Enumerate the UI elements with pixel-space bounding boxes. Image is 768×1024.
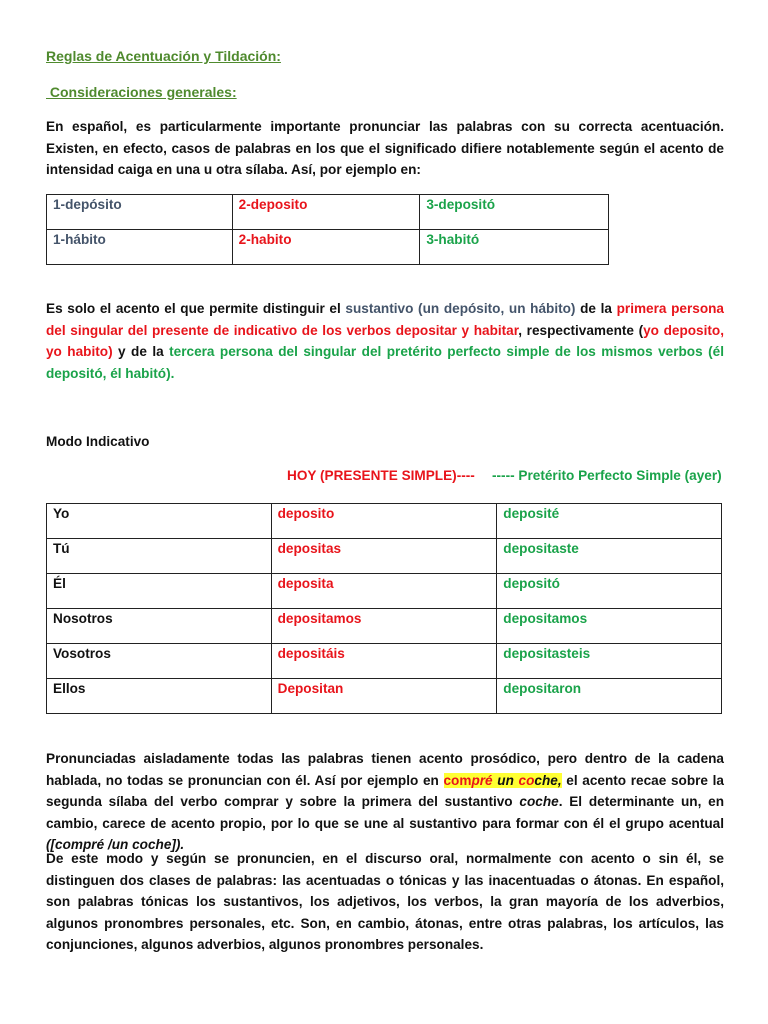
table-row (47, 574, 722, 609)
table-cell: depositasteis (497, 644, 722, 679)
text-run: tercera persona del singular del pretérito perfecto simple de los mismos verbos (él depositó, él habitó). (46, 344, 724, 381)
examples-table (46, 194, 609, 265)
table-cell: Tú (47, 539, 272, 574)
table-cell: depositas (271, 539, 497, 574)
text-run: pré (471, 772, 493, 788)
table-cell: depositamos (497, 609, 722, 644)
text-run: un (492, 772, 519, 788)
text-run: de la (575, 301, 617, 316)
preterite-header: ----- Pretérito Perfecto Simple (ayer) (492, 468, 722, 483)
text-run: primera persona del singular del presente de indicativo de los verbos depositar y habitar (46, 301, 724, 338)
table-row (47, 230, 609, 265)
text-run: ([compré /un coche]). (46, 837, 185, 852)
table-cell: Él (47, 574, 272, 609)
table-cell: depositaste (497, 539, 722, 574)
section-subtitle: Consideraciones generales: (46, 84, 237, 100)
table-cell: 2-deposito (232, 195, 420, 230)
table-cell: deposito (271, 504, 497, 539)
table-cell: depositó (497, 574, 722, 609)
highlighted-example (444, 773, 562, 788)
text-run: sustantivo (un depósito, un hábito) (345, 301, 576, 316)
table-cell: deposita (271, 574, 497, 609)
prosodic-accent-paragraph (46, 748, 724, 856)
document-title: Reglas de Acentuación y Tildación: (46, 48, 281, 64)
text-run: yo deposito, yo habito) (46, 322, 725, 359)
table-cell: 1-hábito (47, 230, 233, 265)
accent-explanation-paragraph (46, 298, 724, 384)
table-cell: 3-habitó (420, 230, 609, 265)
present-header: HOY (PRESENTE SIMPLE)---- (287, 468, 475, 483)
table-row (47, 504, 722, 539)
conjugation-table (46, 503, 722, 714)
word-classes-paragraph: De este modo y según se pronuncien, en el discurso oral, normalmente con acento o sin él, se distinguen dos clases de palabras: las acentuadas o tónicas y las inacentuadas o átonas. En español, son palabras tónicas los sustantivos, los adjetivos, los verbos, la gran mayoría de los adverbios, algunos pronombres personales, etc. Son, en cambio, átonas, entre otras palabras, los artículos, las conjunciones, algunos adverbios, algunos pronombres personales. (46, 851, 724, 952)
text-run: , respectivamente ( (518, 322, 644, 338)
table-cell: depositamos (271, 609, 497, 644)
table-cell: depositaron (497, 679, 722, 714)
table-cell: 1-depósito (47, 195, 233, 230)
table-cell: depositáis (271, 644, 497, 679)
table-cell: 3-depositó (420, 195, 609, 230)
table-cell: deposité (497, 504, 722, 539)
table-row (47, 539, 722, 574)
table-cell: Vosotros (47, 644, 272, 679)
intro-paragraph: En español, es particularmente importante pronunciar las palabras con su correcta acentuación. Existen, en efecto, casos de palabras en los que el significado difiere notablemente según el acento de intensidad caiga en una u otra sílaba. Así, por ejemplo en: (46, 119, 724, 177)
text-run: y de la (112, 344, 170, 359)
text-run: coche (519, 794, 559, 809)
table-cell: Yo (47, 504, 272, 539)
text-run: . El determinante un, en cambio, carece de acento propio, por lo que se une al sustantivo para formar con él el grupo acentual (46, 794, 725, 831)
table-row (47, 609, 722, 644)
text-run: Es solo el acento el que permite distinguir el (46, 301, 346, 316)
text-run: el acento recae sobre la segunda sílaba del verbo comprar y sobre la primera del sustantivo (46, 772, 724, 809)
text-run: Pronunciadas aisladamente todas las palabras tienen acento prosódico, pero dentro de la cadena hablada, no todas se pronuncian con él. Así por ejemplo en (46, 751, 724, 788)
text-run: che, (534, 772, 562, 788)
table-cell: Nosotros (47, 609, 272, 644)
table-row (47, 195, 609, 230)
table-row (47, 644, 722, 679)
text-run: co (518, 772, 535, 788)
table-cell: Ellos (47, 679, 272, 714)
table-cell: 2-habito (232, 230, 420, 265)
modo-heading: Modo Indicativo (46, 434, 150, 449)
text-run: com (443, 772, 472, 788)
table-row (47, 679, 722, 714)
table-cell: Depositan (271, 679, 497, 714)
